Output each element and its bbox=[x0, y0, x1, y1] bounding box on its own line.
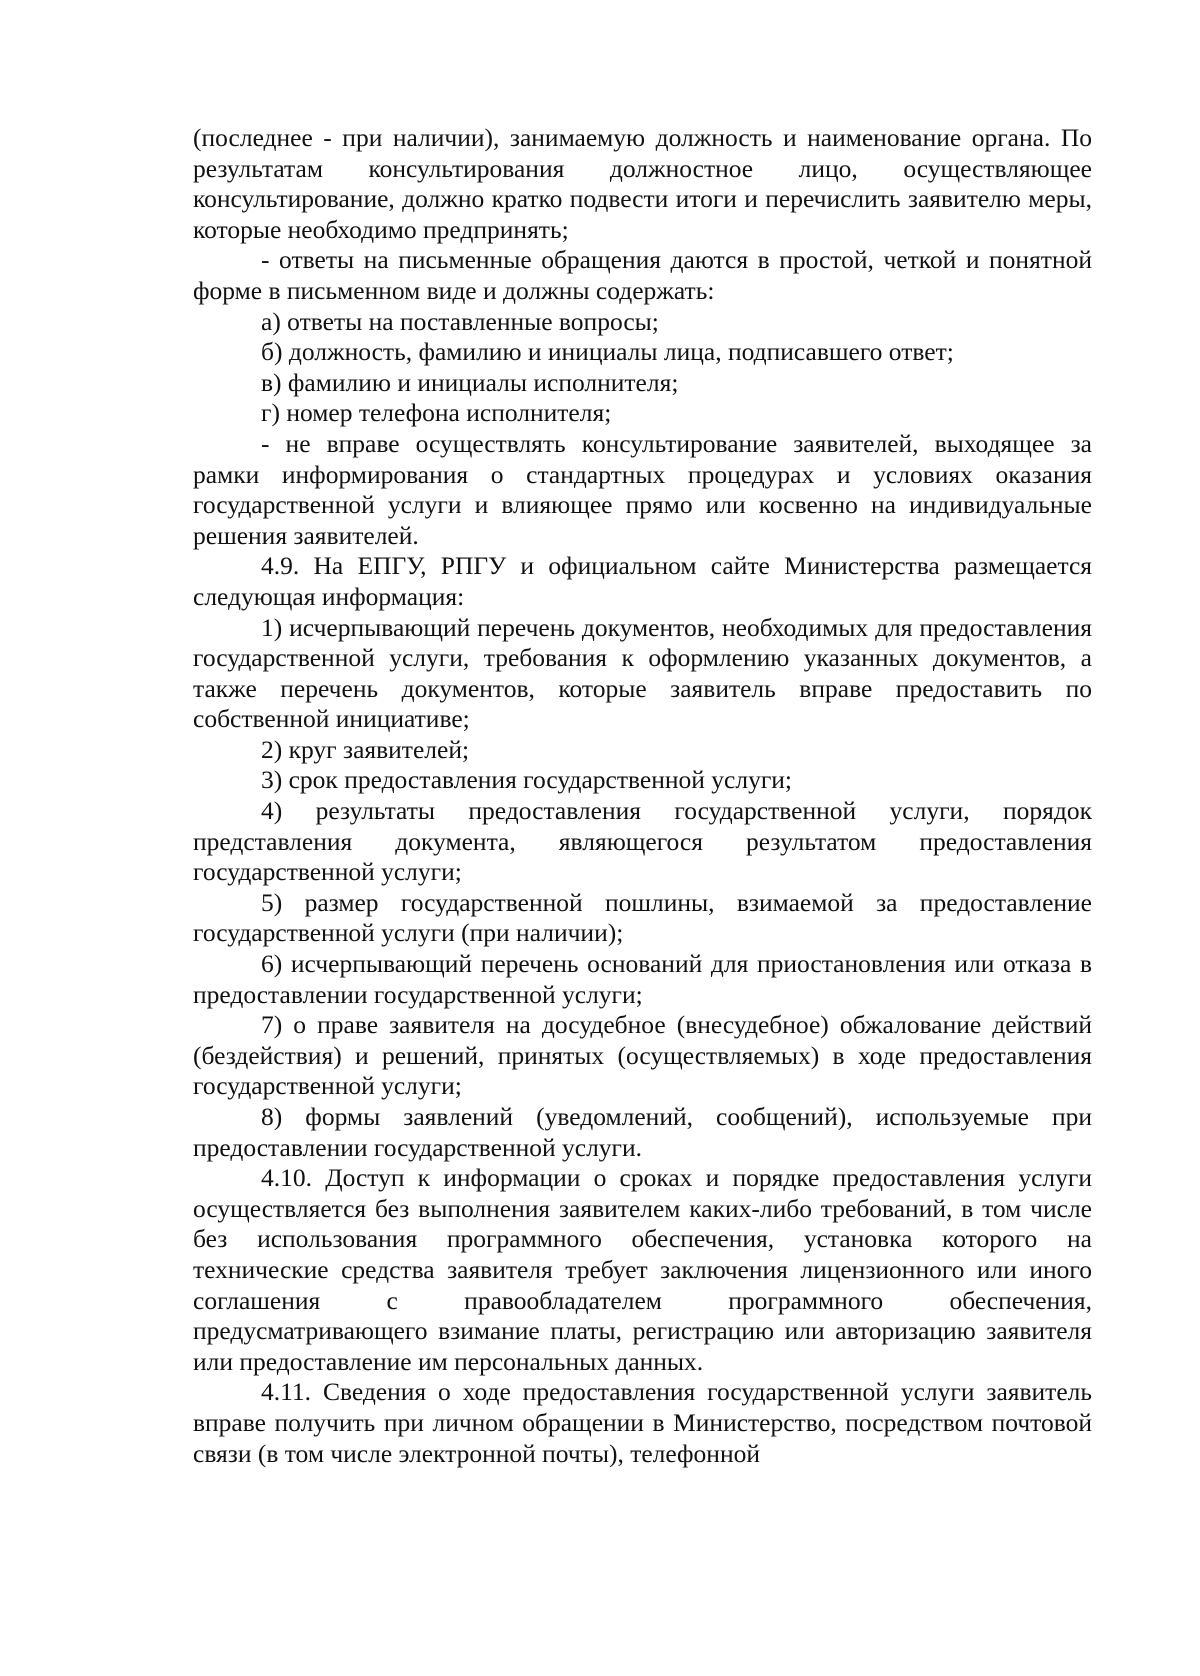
paragraph-consulting-limits: - не вправе осуществлять консультирование заявителей, выходящее за рамки информирования о стандартных процедурах и условиях оказания государственной услуги и влияющее прямо или косвенно на индивидуальные решения заявителей. bbox=[193, 428, 1092, 550]
section-4-9: 4.9. На ЕПГУ, РПГУ и официальном сайте Министерства размещается следующая информация: bbox=[193, 551, 1092, 611]
list-item-1: 1) исчерпывающий перечень документов, необходимых для предоставления государственной услуги, требования к оформлению указанных документов, а также перечень документов, которые заявитель вправе предоставить по собственной инициативе; bbox=[193, 612, 1092, 734]
list-item-7: 7) о праве заявителя на досудебное (внесудебное) обжалование действий (бездействия) и решений, принятых (осуществляемых) в ходе предоставления государственной услуги; bbox=[193, 1010, 1092, 1101]
list-item-4: 4) результаты предоставления государственной услуги, порядок представления документа, являющегося результатом предоставления государственной услуги; bbox=[193, 796, 1092, 887]
list-item-6: 6) исчерпывающий перечень оснований для приостановления или отказа в предоставлении государственной услуги; bbox=[193, 949, 1092, 1009]
section-4-11: 4.11. Сведения о ходе предоставления государственной услуги заявитель вправе получить при личном обращении в Министерство, посредством почтовой связи (в том числе электронной почты), телефонной bbox=[193, 1377, 1092, 1468]
paragraph-intro: (последнее - при наличии), занимаемую должность и наименование органа. По результатам консультирования должностное лицо, осуществляющее консультирование, должно кратко подвести итоги и перечислить заявителю меры, которые необходимо предпринять; bbox=[193, 123, 1092, 244]
list-item-2: 2) круг заявителей; bbox=[261, 734, 470, 764]
paragraph-written-responses: - ответы на письменные обращения даются в простой, четкой и понятной форме в письменном виде и должны содержать: bbox=[193, 245, 1092, 305]
list-item-v: в) фамилию и инициалы исполнителя; bbox=[261, 367, 679, 397]
list-item-b: б) должность, фамилию и инициалы лица, подписавшего ответ; bbox=[261, 337, 954, 367]
list-item-3: 3) срок предоставления государственной услуги; bbox=[261, 765, 793, 795]
list-item-a: а) ответы на поставленные вопросы; bbox=[261, 306, 659, 336]
list-item-g: г) номер телефона исполнителя; bbox=[261, 398, 612, 428]
list-item-5: 5) размер государственной пошлины, взимаемой за предоставление государственной услуги (при наличии); bbox=[193, 887, 1092, 948]
section-4-10: 4.10. Доступ к информации о сроках и порядке предоставления услуги осуществляется без выполнения заявителем каких-либо требований, в том числе без использования программного обеспечения, установка которого на технические средства заявителя требует заключения лицензионного или иного соглашения с правообладателем программного обеспечения, предусматривающего взимание платы, регистрацию или авторизацию заявителя или предоставление им персональных данных. bbox=[193, 1163, 1092, 1376]
list-item-8: 8) формы заявлений (уведомлений, сообщений), используемые при предоставлении государственной услуги. bbox=[193, 1102, 1092, 1162]
